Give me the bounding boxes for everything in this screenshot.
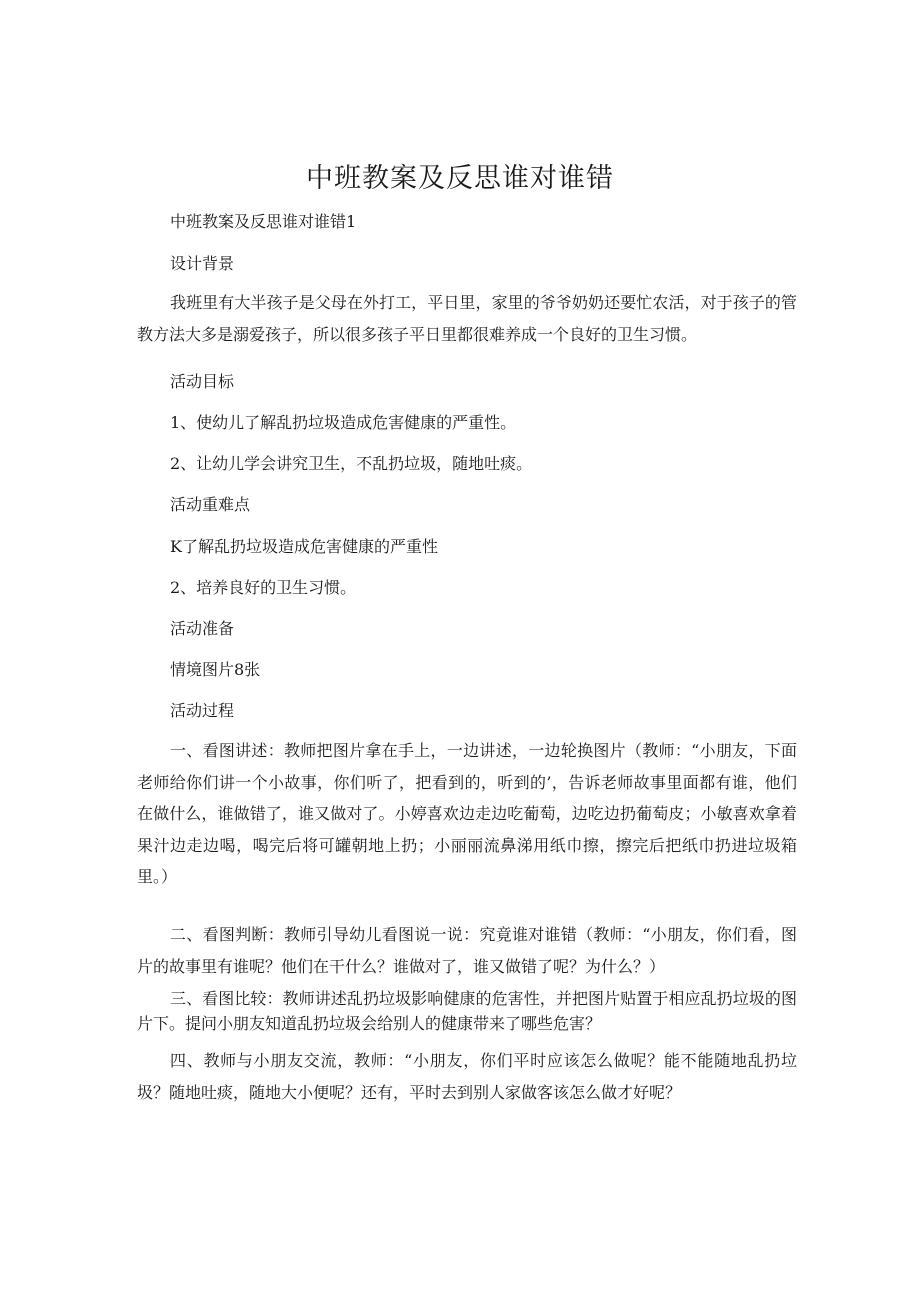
heading-key-points: 活动重难点 <box>170 495 251 514</box>
paragraph-design-background: 我班里有大半孩子是父母在外打工，平日里，家里的爷爷奶奶还要忙农活，对于孩子的管教方法大多是溺爱孩子，所以很多孩子平日里都很难养成一个良好的卫生习惯。 <box>137 293 797 344</box>
key-point-item-2: 2、培养良好的卫生习惯。 <box>170 578 357 597</box>
process-step-3: 三、看图比较：教师讲述乱扔垃圾影响健康的危害性，并把图片贴置于相应乱扔垃圾的图片下。提问小朋友知道乱扔垃圾会给别人的健康带来了哪些危害？ <box>137 989 797 1033</box>
prep-item: 情境图片8张 <box>170 660 261 679</box>
process-step-1: 一、看图讲述：教师把图片拿在手上，一边讲述，一边轮换图片（教师：“小朋友，下面老师给你们讲一个小故事，你们听了，把看到的，听到的’，告诉老师故事里面都有谁，他们在做什么，谁做错了，谁又做对了。小婷喜欢边走边吃葡萄，边吃边扔葡萄皮；小敏喜欢拿着果汁边走边喝，喝完后将可罐朝地上扔；小丽丽流鼻涕用纸巾擦，擦完后把纸巾扔进垃圾箱里。） <box>137 741 797 886</box>
heading-activity-goals: 活动目标 <box>170 372 235 391</box>
document-subtitle: 中班教案及反思谁对谁错1 <box>170 212 357 231</box>
key-point-item-1: K了解乱扔垃圾造成危害健康的严重性 <box>170 537 438 556</box>
process-step-2: 二、看图判断：教师引导幼儿看图说一说：究竟谁对谁错（教师：“小朋友，你们看，图片的故事里有谁呢？他们在干什么？谁做对了，谁又做错了呢？为什么？） <box>137 925 797 976</box>
document-title: 中班教案及反思谁对谁错 <box>306 163 614 194</box>
process-step-4: 四、教师与小朋友交流，教师：“小朋友，你们平时应该怎么做呢？能不能随地乱扔垃圾？随地吐痰，随地大小便呢？还有，平时去到别人家做客该怎么做才好呢？ <box>137 1051 797 1102</box>
heading-design-background: 设计背景 <box>170 254 235 273</box>
heading-activity-prep: 活动准备 <box>170 619 235 638</box>
goal-item-2: 2、让幼儿学会讲究卫生，不乱扔垃圾，随地吐痰。 <box>170 454 533 473</box>
goal-item-1: 1、使幼儿了解乱扔垃圾造成危害健康的严重性。 <box>170 413 517 432</box>
heading-activity-process: 活动过程 <box>170 701 235 720</box>
